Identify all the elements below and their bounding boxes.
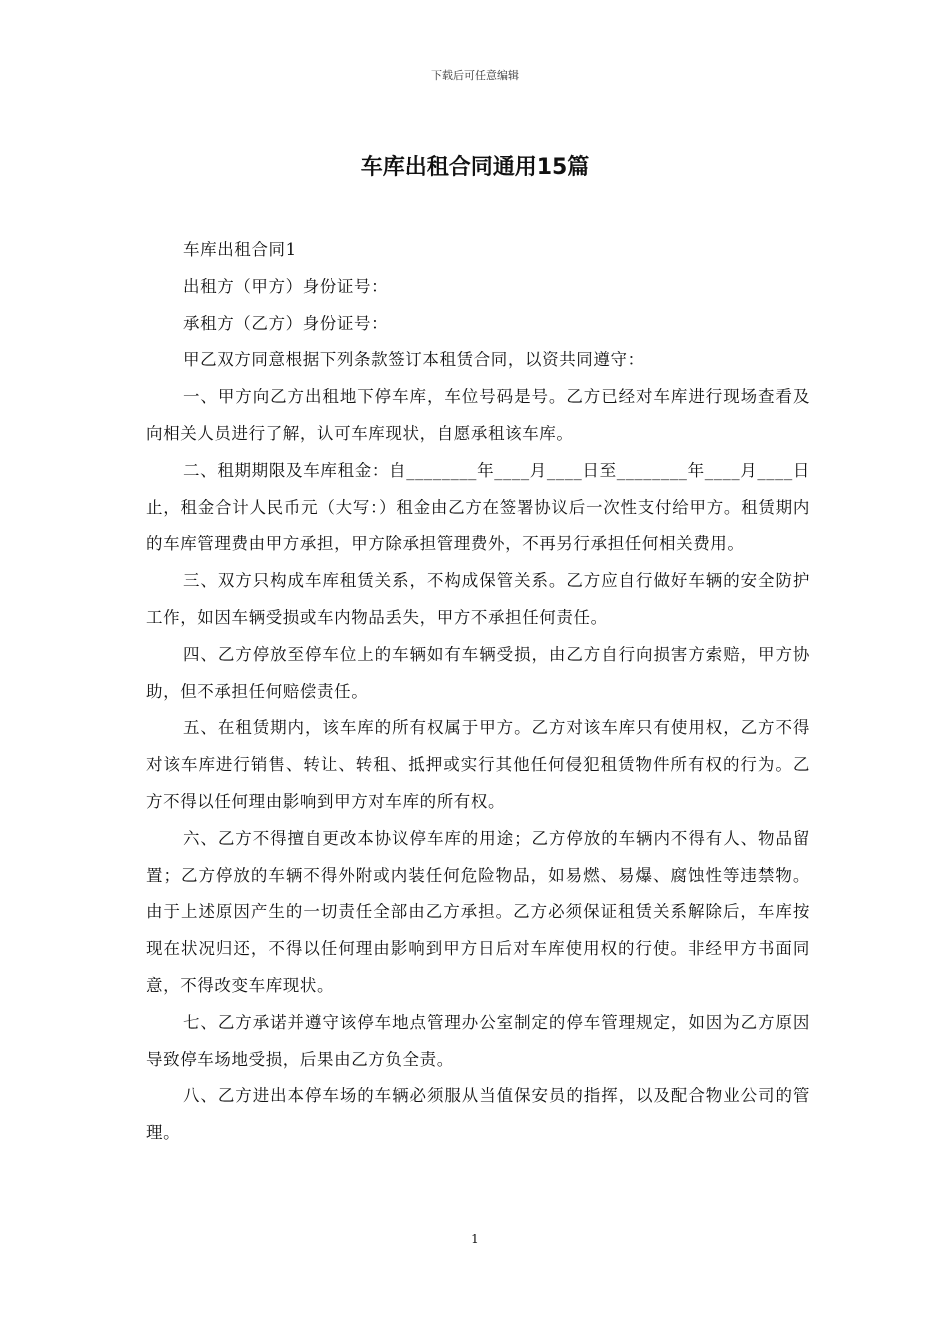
document-title: 车库出租合同通用15篇	[360, 155, 590, 180]
paragraph-lessee: 承租方（乙方）身份证号：	[183, 313, 389, 333]
paragraph-clause-4: 四、乙方停放至停车位上的车辆如有车辆受损，由乙方自行向损害方索赔，甲方协助，但不承担任何赔偿责任。	[146, 644, 810, 701]
paragraph-contract-heading: 车库出租合同1	[183, 240, 297, 259]
paragraph-clause-3: 三、双方只构成车库租赁关系，不构成保管关系。乙方应自行做好车辆的安全防护工作，如因车辆受损或车内物品丢失，甲方不承担任何责任。	[146, 571, 810, 627]
paragraph-lessor: 出租方（甲方）身份证号：	[183, 276, 389, 296]
paragraph-clause-7: 七、乙方承诺并遵守该停车地点管理办公室制定的停车管理规定，如因为乙方原因导致停车场地受损，后果由乙方负全责。	[146, 1012, 810, 1069]
paragraph-clause-8: 八、乙方进出本停车场的车辆必须服从当值保安员的指挥，以及配合物业公司的管理。	[146, 1086, 810, 1143]
paragraph-agreement: 甲乙双方同意根据下列条款签订本租赁合同，以资共同遵守：	[183, 350, 645, 370]
paragraph-clause-6: 六、乙方不得擅自更改本协议停车库的用途；乙方停放的车辆内不得有人、物品留置；乙方停放的车辆不得外附或内装任何危险物品，如易燃、易爆、腐蚀性等违禁物。由于上述原因产生的一切责任全部由乙方承担。乙方必须保证租赁关系解除后，车库按现在状况归还，不得以任何理由影响到甲方日后对车库使用权的行使。非经甲方书面同意，不得改变车库现状。	[146, 828, 810, 995]
paragraph-clause-5: 五、在租赁期内，该车库的所有权属于甲方。乙方对该车库只有使用权，乙方不得对该车库进行销售、转让、转租、抵押或实行其他任何侵犯租赁物件所有权的行为。乙方不得以任何理由影响到甲方对车库的所有权。	[146, 718, 810, 811]
paragraph-clause-1: 一、甲方向乙方出租地下停车库，车位号码是号。乙方已经对车库进行现场查看及向相关人员进行了解，认可车库现状，自愿承租该车库。	[146, 387, 810, 443]
page-number: 1	[471, 1232, 479, 1246]
paragraph-clause-2: 二、租期期限及车库租金：自________年____月____日至________年____月____日止，租金合计人民币元（大写：）租金由乙方在签署协议后一次性支付给甲方。租赁期内的车库管理费由甲方承担，甲方除承担管理费外，不再另行承担任何相关费用。	[146, 460, 810, 554]
header-note: 下载后可任意编辑	[431, 69, 519, 82]
document-body	[146, 232, 810, 1152]
